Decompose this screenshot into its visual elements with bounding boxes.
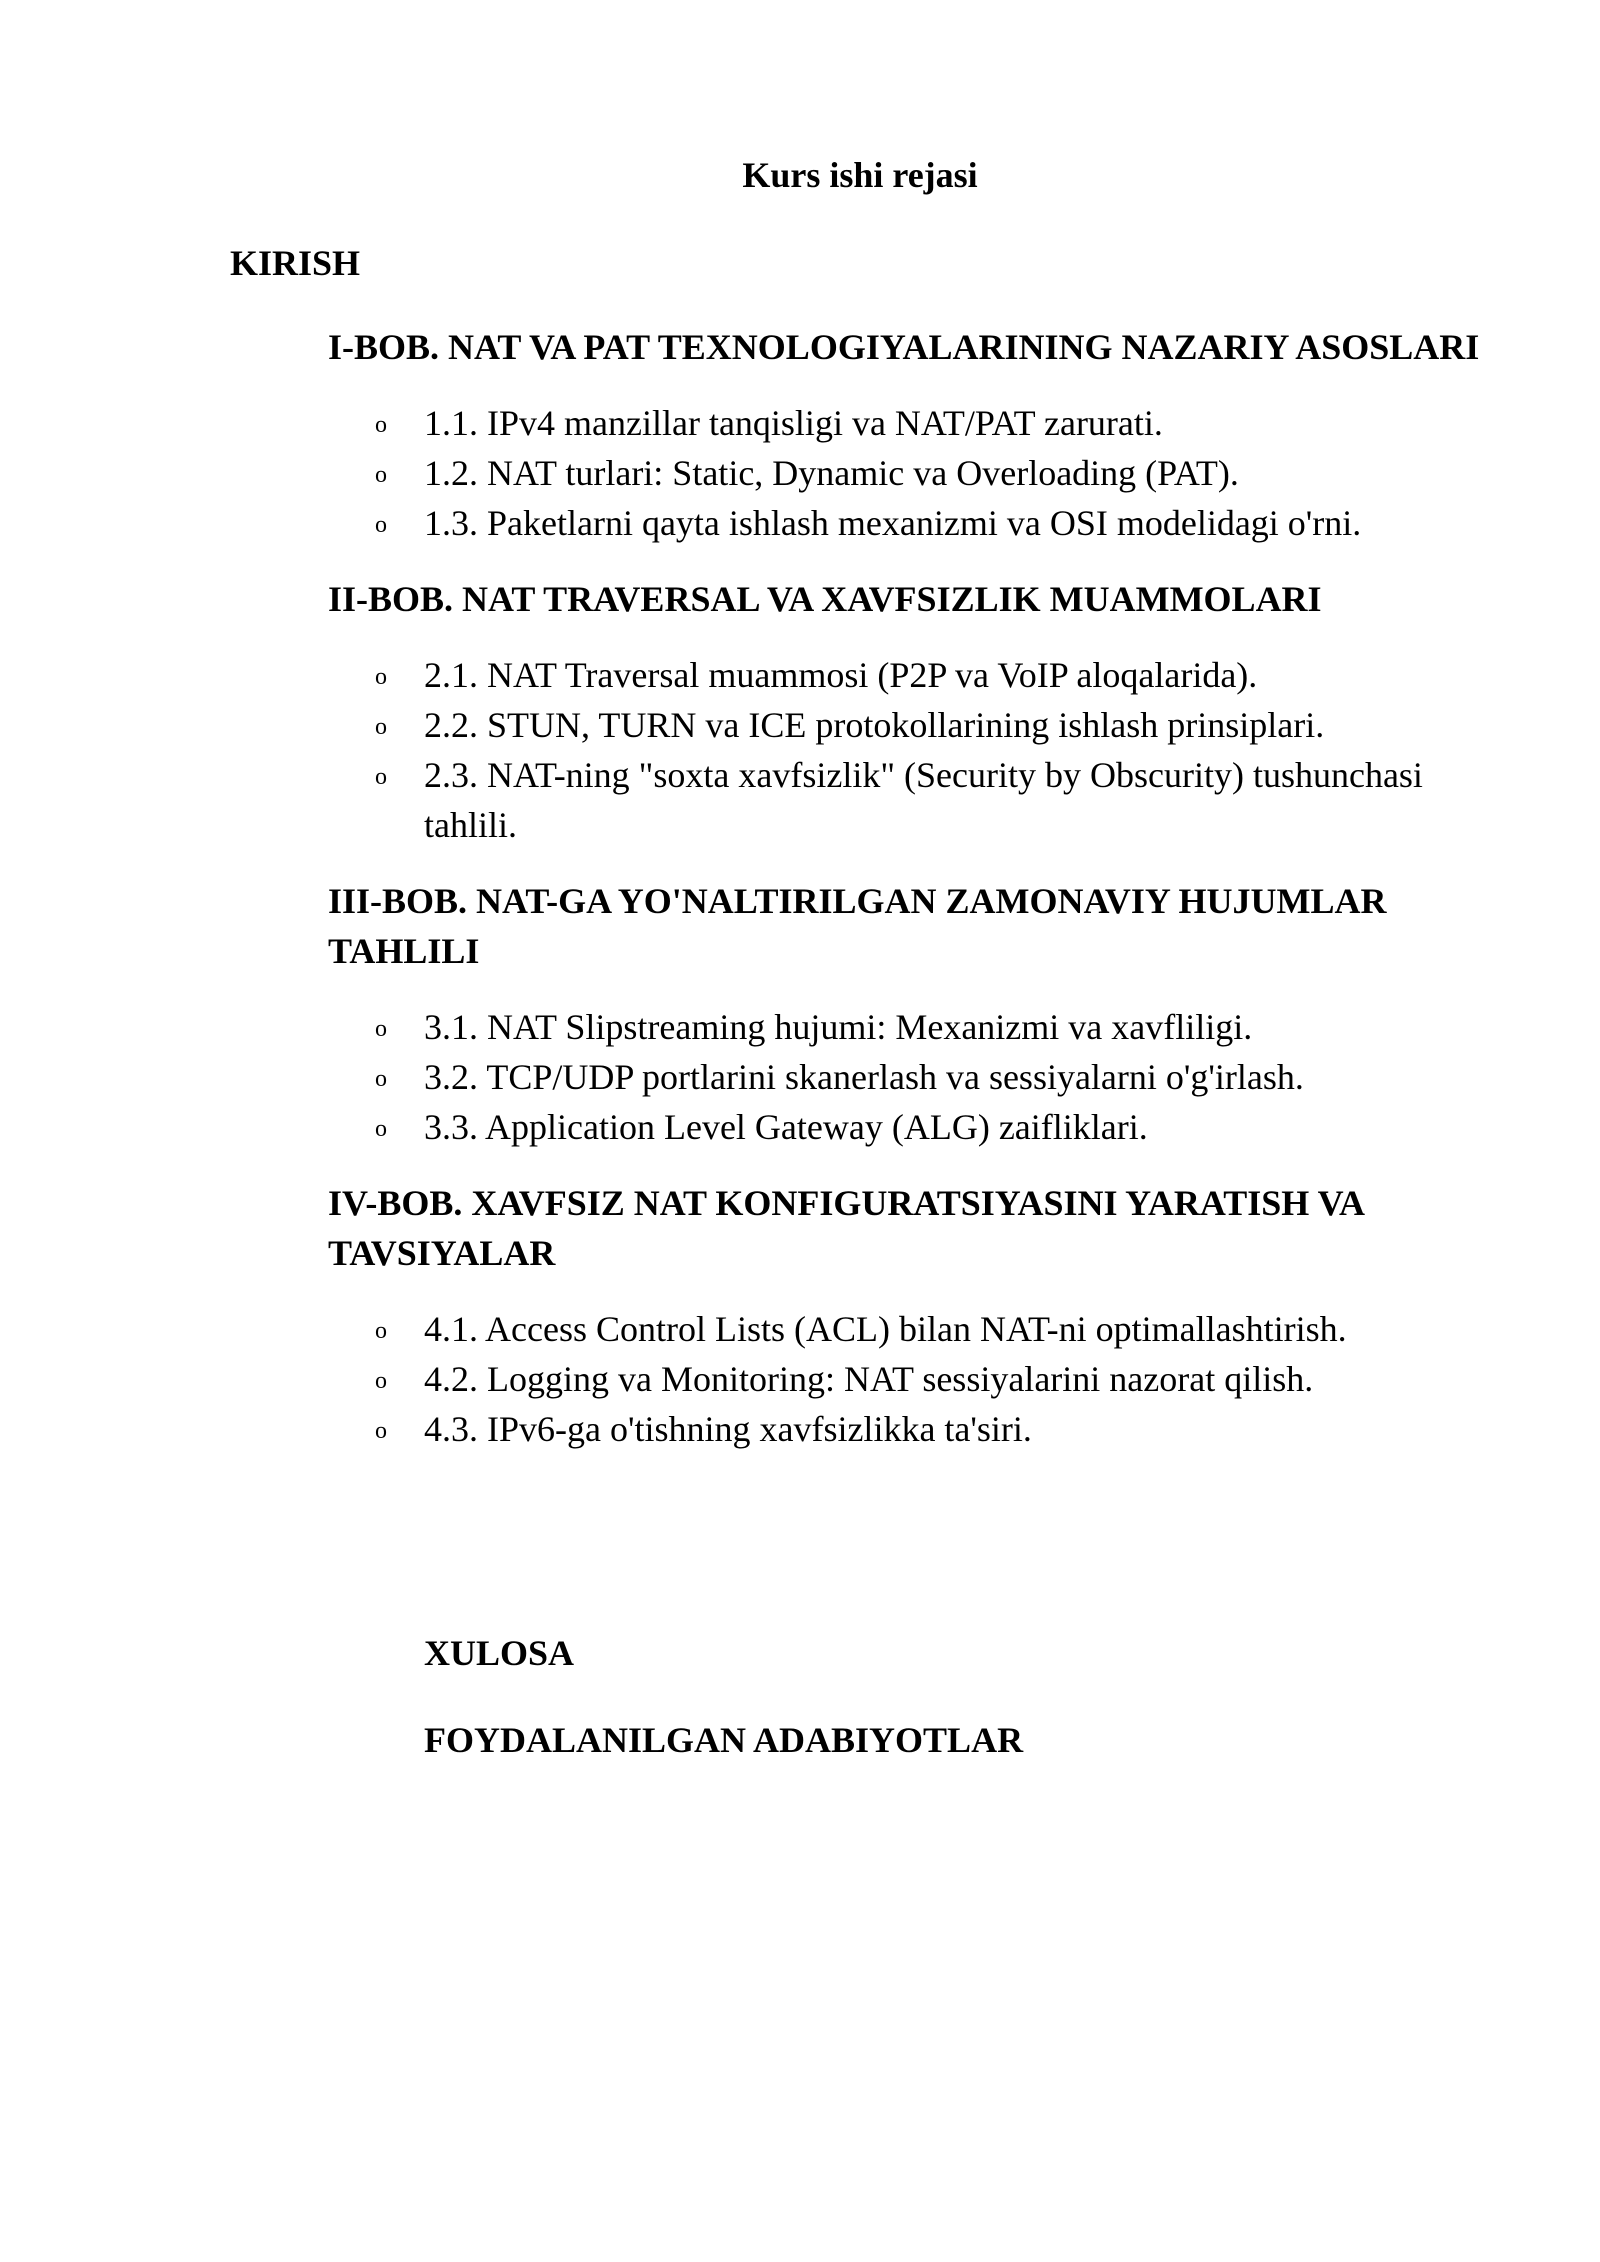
circle-bullet-icon: o: [375, 412, 387, 438]
section-item: [328, 1404, 1508, 1454]
section-text: 4.2. Logging va Monitoring: NAT sessiyalarini nazorat qilish.: [424, 1359, 1314, 1399]
section-item: [328, 700, 1508, 750]
chapter-1: [328, 322, 1508, 548]
section-item: [328, 448, 1508, 498]
circle-bullet-icon: o: [375, 1116, 387, 1142]
circle-bullet-icon: o: [375, 764, 387, 790]
section-item: [328, 1002, 1508, 1052]
section-text: 2.2. STUN, TURN va ICE protokollarining ishlash prinsiplari.: [424, 705, 1325, 745]
section-item: [328, 750, 1508, 850]
chapter-list: [328, 322, 1508, 1480]
section-item: [328, 498, 1508, 548]
section-text: 1.2. NAT turlari: Static, Dynamic va Overloading (PAT).: [424, 453, 1239, 493]
chapter-title: IV-BOB. XAVFSIZ NAT KONFIGURATSIYASINI YARATISH VA TAVSIYALAR: [328, 1183, 1363, 1273]
section-text: 4.3. IPv6-ga o'tishning xavfsizlikka ta'siri.: [424, 1409, 1032, 1449]
section-text: 2.1. NAT Traversal muammosi (P2P va VoIP aloqalarida).: [424, 655, 1258, 695]
section-item: [328, 398, 1508, 448]
section-item: [328, 1102, 1508, 1152]
circle-bullet-icon: o: [375, 1418, 387, 1444]
section-text: 1.3. Paketlarni qayta ishlash mexanizmi va OSI modelidagi o'rni.: [424, 503, 1362, 543]
chapter-title: II-BOB. NAT TRAVERSAL VA XAVFSIZLIK MUAMMOLARI: [328, 579, 1322, 619]
chapter-3: [328, 876, 1508, 1152]
circle-bullet-icon: o: [375, 512, 387, 538]
intro-heading: KIRISH: [230, 243, 361, 283]
circle-bullet-icon: o: [375, 1066, 387, 1092]
circle-bullet-icon: o: [375, 1016, 387, 1042]
section-item: [328, 1354, 1508, 1404]
section-list: [328, 1304, 1508, 1454]
section-list: [328, 1002, 1508, 1152]
circle-bullet-icon: o: [375, 1318, 387, 1344]
chapter-title: III-BOB. NAT-GA YO'NALTIRILGAN ZAMONAVIY HUJUMLAR TAHLILI: [328, 881, 1387, 971]
section-list: [328, 650, 1508, 850]
section-text: 3.1. NAT Slipstreaming hujumi: Mexanizmi va xavfliligi.: [424, 1007, 1253, 1047]
section-text: 2.3. NAT-ning "soxta xavfsizlik" (Security by Obscurity) tushunchasi tahlili.: [424, 755, 1423, 845]
section-item: [328, 1052, 1508, 1102]
section-item: [328, 1304, 1508, 1354]
document-title: Kurs ishi rejasi: [742, 155, 978, 195]
conclusion-heading: XULOSA: [424, 1633, 575, 1673]
circle-bullet-icon: o: [375, 462, 387, 488]
chapter-2: [328, 574, 1508, 850]
circle-bullet-icon: o: [375, 714, 387, 740]
section-text: 4.1. Access Control Lists (ACL) bilan NAT-ni optimallashtirish.: [424, 1309, 1347, 1349]
section-item: [328, 650, 1508, 700]
section-text: 3.2. TCP/UDP portlarini skanerlash va sessiyalarni o'g'irlash.: [424, 1057, 1304, 1097]
chapter-title: I-BOB. NAT VA PAT TEXNOLOGIYALARINING NAZARIY ASOSLARI: [328, 327, 1480, 367]
circle-bullet-icon: o: [375, 664, 387, 690]
circle-bullet-icon: o: [375, 1368, 387, 1394]
references-heading: FOYDALANILGAN ADABIYOTLAR: [424, 1720, 1024, 1760]
section-list: [328, 398, 1508, 548]
section-text: 3.3. Application Level Gateway (ALG) zaifliklari.: [424, 1107, 1148, 1147]
chapter-4: [328, 1178, 1508, 1454]
section-text: 1.1. IPv4 manzillar tanqisligi va NAT/PAT zarurati.: [424, 403, 1163, 443]
